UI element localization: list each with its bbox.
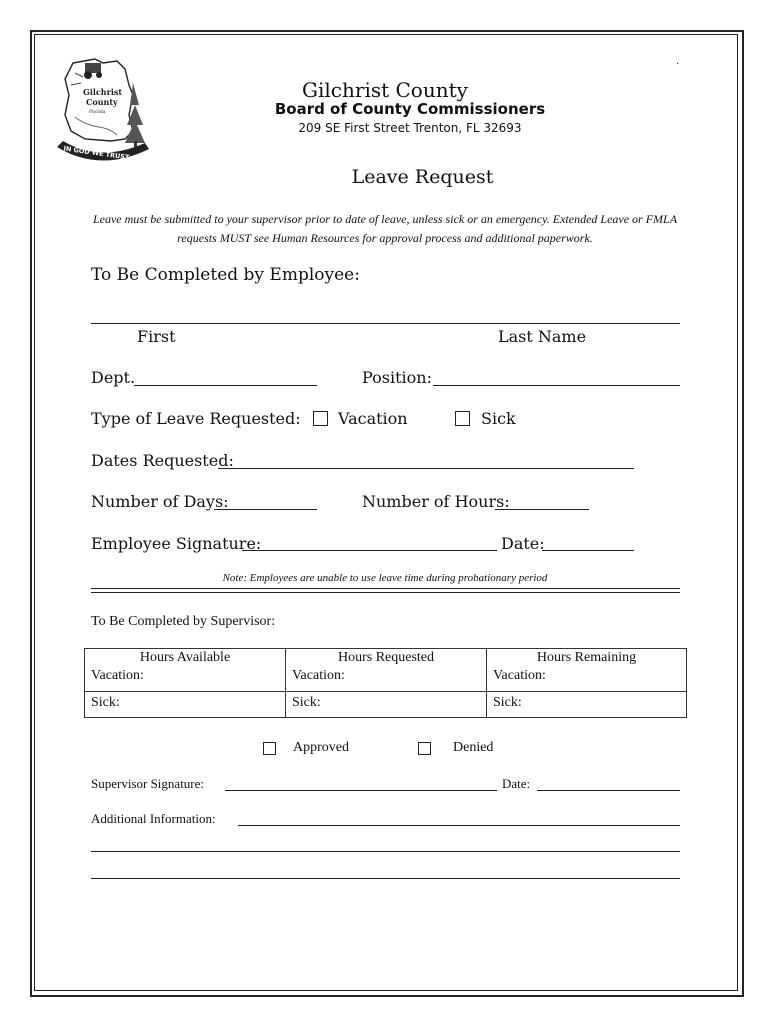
seal-motto: IN GOD WE TRUST: [62, 144, 130, 162]
dates-requested-input-line[interactable]: [218, 468, 634, 469]
hours-table-header-row: [85, 649, 687, 668]
number-of-hours-label: Number of Hours:: [362, 492, 510, 511]
seal-text-state: Florida: [89, 110, 106, 115]
hours-table-row-sick: [85, 692, 687, 718]
supervisor-signature-input-line[interactable]: [225, 790, 497, 791]
form-title: Leave Request: [351, 166, 494, 188]
position-label: Position:: [362, 368, 432, 387]
seal-text-line2: County: [86, 97, 118, 107]
requested-sick-cell[interactable]: Sick:: [286, 692, 487, 718]
dept-input-line[interactable]: [134, 385, 317, 386]
employee-signature-label: Employee Signature:: [91, 534, 262, 553]
vacation-checkbox[interactable]: [313, 411, 328, 426]
requested-vacation-cell[interactable]: Vacation:: [286, 667, 487, 692]
col-hours-remaining: Hours Remaining: [487, 649, 687, 668]
additional-info-line-1[interactable]: [238, 825, 680, 826]
probation-note: Note: Employees are unable to use leave time during probationary period: [222, 572, 548, 584]
remaining-sick-cell[interactable]: Sick:: [487, 692, 687, 718]
name-input-line[interactable]: [91, 323, 680, 324]
employee-date-input-line[interactable]: [542, 550, 634, 551]
supervisor-section-heading: To Be Completed by Supervisor:: [91, 614, 276, 629]
hours-table: [84, 648, 687, 718]
approved-checkbox[interactable]: [263, 742, 276, 755]
sick-option-label: Sick: [481, 409, 516, 428]
denied-checkbox[interactable]: [418, 742, 431, 755]
col-hours-available: Hours Available: [85, 649, 286, 668]
first-name-label: First: [137, 327, 176, 346]
available-vacation-cell[interactable]: Vacation:: [85, 667, 286, 692]
leave-type-label: Type of Leave Requested:: [91, 409, 301, 428]
available-sick-cell[interactable]: Sick:: [85, 692, 286, 718]
county-name: Gilchrist County: [302, 78, 468, 102]
county-address: 209 SE First Street Trenton, FL 32693: [298, 121, 522, 135]
number-of-days-label: Number of Days:: [91, 492, 229, 511]
dept-label: Dept.: [91, 368, 136, 387]
dates-requested-label: Dates Requested:: [91, 451, 234, 470]
last-name-label: Last Name: [498, 327, 587, 346]
employee-date-label: Date:: [501, 534, 545, 553]
approved-option-label: Approved: [293, 740, 349, 755]
supervisor-signature-label: Supervisor Signature:: [91, 776, 205, 791]
number-of-hours-input-line[interactable]: [495, 509, 589, 510]
corner-mark: .: [676, 56, 680, 67]
col-hours-requested: Hours Requested: [286, 649, 487, 668]
board-name: Board of County Commissioners: [274, 100, 546, 118]
vacation-option-label: Vacation: [338, 409, 408, 428]
number-of-days-input-line[interactable]: [214, 509, 317, 510]
additional-info-line-2[interactable]: [91, 851, 680, 852]
additional-info-label: Additional Information:: [91, 811, 216, 826]
sick-checkbox[interactable]: [455, 411, 470, 426]
remaining-vacation-cell[interactable]: Vacation:: [487, 667, 687, 692]
supervisor-date-label: Date:: [502, 776, 531, 791]
additional-info-line-3[interactable]: [91, 878, 680, 879]
employee-section-heading: To Be Completed by Employee:: [91, 265, 360, 285]
supervisor-date-input-line[interactable]: [537, 790, 680, 791]
hours-table-row-vacation: [85, 667, 687, 692]
position-input-line[interactable]: [433, 385, 680, 386]
denied-option-label: Denied: [453, 740, 494, 755]
section-divider-bottom: [91, 592, 680, 593]
form-instructions: Leave must be submitted to your supervisor prior to date of leave, unless sick or an emergency. Extended Leave or FMLA requests MUST see Human Resources for approval process and additional paperwork.: [92, 212, 678, 245]
seal-text-line1: Gilchrist: [83, 87, 123, 97]
section-divider-top: [91, 588, 680, 589]
employee-signature-input-line[interactable]: [242, 550, 497, 551]
